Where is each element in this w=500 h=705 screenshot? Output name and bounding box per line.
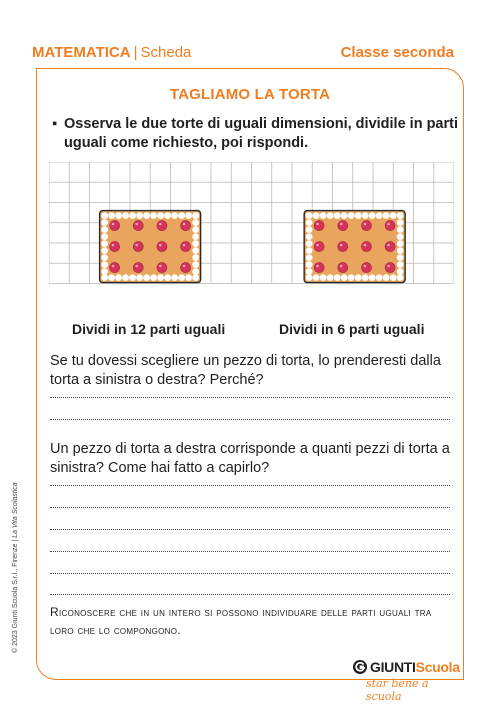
cream-swirl	[101, 219, 108, 226]
cream-swirl	[101, 247, 108, 254]
cream-swirl	[192, 226, 199, 233]
question-2: Un pezzo di torta a destra corrisponde a quanti pezzi di torta a sinistra? Come hai fatto a capirlo?	[50, 441, 450, 476]
cream-swirl	[101, 226, 108, 233]
raspberry	[110, 263, 120, 273]
cream-swirl	[306, 240, 313, 247]
cream-swirl	[334, 212, 341, 219]
cream-swirl	[192, 212, 199, 219]
answer-line[interactable]	[50, 550, 450, 552]
cream-swirl	[362, 212, 369, 219]
raspberry	[314, 221, 324, 231]
cream-swirl	[122, 274, 129, 281]
magazine-name: La Vita Scolastica	[12, 482, 19, 538]
cream-swirl	[313, 212, 320, 219]
answer-line[interactable]	[50, 484, 450, 486]
answer-line[interactable]	[50, 396, 450, 398]
cream-swirl	[192, 247, 199, 254]
instruction	[52, 115, 464, 153]
raspberry	[314, 242, 324, 252]
raspberry	[385, 242, 395, 252]
cream-swirl	[397, 247, 404, 254]
logo-tagline: star bene a scuola	[366, 677, 429, 703]
cream-swirl	[101, 233, 108, 240]
cream-swirl	[341, 212, 348, 219]
cream-swirl	[101, 212, 108, 219]
answer-line[interactable]	[50, 528, 450, 530]
raspberry	[133, 263, 143, 273]
raspberry-shine	[340, 244, 343, 247]
cream-swirl	[178, 212, 185, 219]
cream-swirl	[164, 274, 171, 281]
cream-swirl	[192, 233, 199, 240]
cream-swirl	[355, 274, 362, 281]
raspberry-shine	[364, 265, 367, 268]
cream-swirl	[129, 274, 136, 281]
raspberry-shine	[135, 265, 138, 268]
cream-swirl	[306, 226, 313, 233]
raspberry-shine	[135, 223, 138, 226]
cream-swirl	[150, 274, 157, 281]
cream-swirl	[348, 274, 355, 281]
cream-swirl	[157, 212, 164, 219]
raspberry-shine	[387, 265, 390, 268]
logo-brand-b: Scuola	[415, 659, 460, 675]
cream-swirl	[157, 274, 164, 281]
answer-line[interactable]	[50, 506, 450, 508]
raspberry	[338, 221, 348, 231]
cream-swirl	[341, 274, 348, 281]
cream-swirl	[397, 240, 404, 247]
raspberry	[361, 221, 371, 231]
cream-swirl	[143, 212, 150, 219]
question-1: Se tu dovessi scegliere un pezzo di torta, lo prenderesti dalla torta a sinistra o destra? Perché?	[50, 353, 441, 388]
cream-swirl	[192, 240, 199, 247]
cream-swirl	[320, 212, 327, 219]
raspberry-shine	[316, 244, 319, 247]
answer-line[interactable]	[50, 593, 450, 595]
cream-swirl	[376, 274, 383, 281]
worksheet-title: TAGLIAMO LA TORTA	[169, 86, 331, 103]
giunti-g-icon	[352, 659, 368, 675]
cream-swirl	[397, 219, 404, 226]
learning-objective: Riconoscere che in un intero si possono individuare delle parti uguali tra loro che lo compongono.	[50, 605, 432, 637]
left-cake-caption: Dividi in 12 parti uguali	[72, 321, 226, 337]
raspberry-shine	[183, 244, 186, 247]
cream-swirl	[397, 226, 404, 233]
cream-swirl	[306, 233, 313, 240]
raspberry-shine	[112, 265, 115, 268]
cream-swirl	[192, 254, 199, 261]
cream-swirl	[383, 212, 390, 219]
cream-swirl	[355, 212, 362, 219]
cream-swirl	[306, 268, 313, 275]
raspberry	[157, 221, 167, 231]
raspberry-shine	[387, 223, 390, 226]
raspberry-shine	[316, 223, 319, 226]
cream-swirl	[383, 274, 390, 281]
raspberry-shine	[183, 265, 186, 268]
raspberry-shine	[112, 244, 115, 247]
raspberry	[181, 263, 191, 273]
raspberry-shine	[112, 223, 115, 226]
cream-swirl	[397, 254, 404, 261]
raspberry	[110, 242, 120, 252]
subject-label: MATEMATICA	[32, 44, 131, 61]
cream-swirl	[397, 212, 404, 219]
raspberry	[157, 263, 167, 273]
raspberry-shine	[316, 265, 319, 268]
raspberry-shine	[340, 223, 343, 226]
cream-swirl	[320, 274, 327, 281]
raspberry-shine	[183, 223, 186, 226]
logo-wordmark	[370, 659, 460, 675]
left-cake-top	[109, 220, 192, 274]
cream-swirl	[129, 212, 136, 219]
raspberry	[181, 242, 191, 252]
cream-swirl	[164, 212, 171, 219]
raspberry	[338, 263, 348, 273]
right-cake-top	[313, 220, 396, 274]
right-cake-caption: Dividi in 6 parti uguali	[279, 321, 425, 337]
grade-label: Classe seconda	[340, 44, 454, 61]
cream-swirl	[171, 274, 178, 281]
cream-swirl	[397, 268, 404, 275]
cream-swirl	[115, 274, 122, 281]
instruction-text: Osserva le due torte di uguali dimensioni, dividile in parti uguali come richiesto, poi rispondi.	[64, 116, 458, 151]
cream-swirl	[313, 274, 320, 281]
cream-swirl	[306, 254, 313, 261]
raspberry-shine	[364, 244, 367, 247]
cream-swirl	[397, 233, 404, 240]
cream-swirl	[178, 274, 185, 281]
cream-swirl	[143, 274, 150, 281]
raspberry	[338, 242, 348, 252]
answer-line[interactable]	[50, 418, 450, 420]
cream-swirl	[101, 274, 108, 281]
cream-swirl	[327, 212, 334, 219]
cream-swirl	[185, 274, 192, 281]
raspberry-shine	[340, 265, 343, 268]
cream-swirl	[369, 212, 376, 219]
raspberry-shine	[364, 223, 367, 226]
cream-swirl	[348, 212, 355, 219]
cream-swirl	[397, 274, 404, 281]
cream-swirl	[192, 274, 199, 281]
cream-swirl	[122, 212, 129, 219]
cream-swirl	[192, 261, 199, 268]
raspberry-shine	[159, 223, 162, 226]
cream-swirl	[192, 268, 199, 275]
logo-brand-a: GIUNTI	[370, 659, 416, 675]
cream-swirl	[376, 212, 383, 219]
raspberry-shine	[159, 265, 162, 268]
cream-swirl	[390, 274, 397, 281]
raspberry-shine	[159, 244, 162, 247]
cream-swirl	[136, 274, 143, 281]
cream-swirl	[306, 219, 313, 226]
cream-swirl	[101, 261, 108, 268]
cream-swirl	[185, 212, 192, 219]
raspberry	[361, 263, 371, 273]
squared-grid[interactable]	[49, 162, 454, 287]
raspberry	[133, 242, 143, 252]
cream-swirl	[397, 261, 404, 268]
raspberry	[181, 221, 191, 231]
cream-swirl	[101, 268, 108, 275]
cream-swirl	[334, 274, 341, 281]
cream-swirl	[306, 212, 313, 219]
copyright-note	[12, 482, 19, 653]
raspberry	[314, 263, 324, 273]
cream-swirl	[362, 274, 369, 281]
sheet-type-label: Scheda	[140, 44, 192, 61]
cream-swirl	[136, 212, 143, 219]
cream-swirl	[101, 254, 108, 261]
header-subject	[32, 44, 191, 61]
bullet-icon: ▪	[52, 116, 58, 132]
copyright-prefix: © 2023 Giunti Scuola S.r.l., Firenze |	[12, 537, 19, 653]
cream-swirl	[192, 219, 199, 226]
raspberry	[385, 221, 395, 231]
cream-swirl	[306, 247, 313, 254]
raspberry	[133, 221, 143, 231]
raspberry	[385, 263, 395, 273]
raspberry	[361, 242, 371, 252]
header-separator: |	[133, 44, 138, 61]
cream-swirl	[108, 274, 115, 281]
cream-swirl	[101, 240, 108, 247]
raspberry-shine	[387, 244, 390, 247]
cream-swirl	[108, 212, 115, 219]
raspberry	[110, 221, 120, 231]
raspberry-shine	[135, 244, 138, 247]
cream-swirl	[390, 212, 397, 219]
cream-swirl	[306, 274, 313, 281]
cream-swirl	[306, 261, 313, 268]
cream-swirl	[115, 212, 122, 219]
cream-swirl	[327, 274, 334, 281]
cream-swirl	[171, 212, 178, 219]
answer-line[interactable]	[50, 572, 450, 574]
giunti-logo	[352, 658, 462, 703]
cream-swirl	[369, 274, 376, 281]
cream-swirl	[150, 212, 157, 219]
raspberry	[157, 242, 167, 252]
